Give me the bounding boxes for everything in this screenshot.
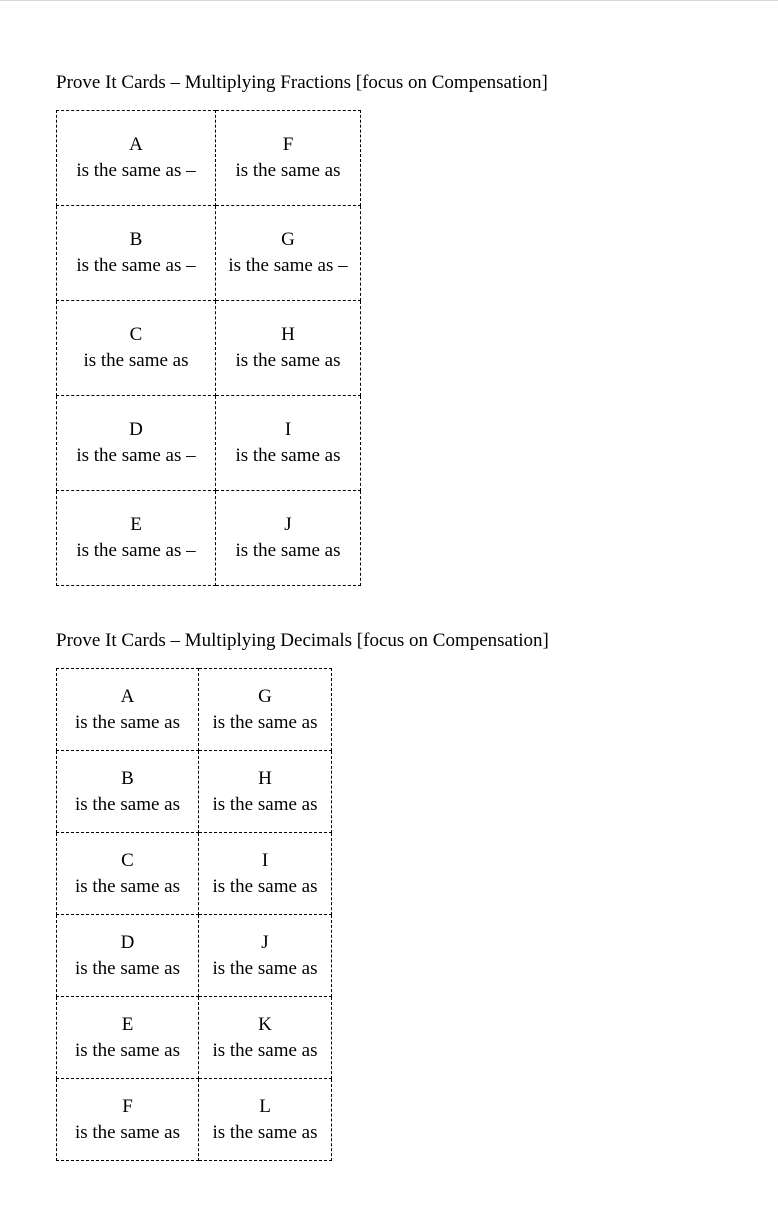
card-letter: B [121, 767, 134, 789]
prove-it-card [199, 1079, 332, 1161]
card-phrase: is the same as – [76, 160, 196, 181]
prove-it-card [199, 669, 332, 751]
card-row [57, 206, 361, 301]
card-phrase: is the same as [235, 540, 341, 561]
prove-it-card [57, 1079, 199, 1161]
card-phrase: is the same as [74, 957, 180, 979]
prove-it-card [199, 915, 332, 997]
prove-it-card [199, 833, 332, 915]
decimals-heading: Prove It Cards – Multiplying Decimals [focus on Compensation] [56, 630, 549, 651]
card-letter: H [258, 767, 272, 789]
prove-it-card [57, 111, 216, 206]
prove-it-card [216, 206, 361, 301]
card-letter: J [261, 931, 269, 953]
prove-it-card [57, 669, 199, 751]
card-letter: C [129, 324, 143, 345]
prove-it-card [57, 491, 216, 586]
prove-it-card [216, 396, 361, 491]
prove-it-card [199, 751, 332, 833]
card-phrase: is the same as [235, 350, 341, 371]
card-letter: A [120, 685, 135, 707]
prove-it-card [57, 751, 199, 833]
card-letter: L [259, 1095, 271, 1117]
card-phrase: is the same as [212, 1039, 318, 1061]
prove-it-card [57, 997, 199, 1079]
card-phrase: is the same as [74, 1039, 180, 1061]
card-phrase: is the same as – [76, 255, 196, 276]
card-phrase: is the same as – [76, 540, 196, 561]
card-phrase: is the same as – [228, 255, 348, 276]
card-phrase: is the same as [212, 1121, 318, 1143]
prove-it-card [216, 111, 361, 206]
card-phrase: is the same as [235, 160, 341, 181]
card-letter: D [129, 419, 143, 440]
prove-it-card [216, 491, 361, 586]
prove-it-card [57, 915, 199, 997]
card-phrase: is the same as – [76, 445, 196, 466]
fractions-card-grid [56, 110, 361, 586]
card-letter: B [129, 229, 143, 250]
decimals-card-grid [56, 668, 332, 1161]
card-row [57, 396, 361, 491]
prove-it-card [57, 833, 199, 915]
card-phrase: is the same as [212, 957, 318, 979]
top-border-line [0, 0, 778, 1]
card-phrase: is the same as [212, 875, 318, 897]
card-letter: I [284, 419, 292, 440]
card-phrase: is the same as [212, 711, 318, 733]
card-letter: E [130, 514, 142, 535]
card-letter: J [284, 514, 292, 535]
card-phrase: is the same as [74, 793, 180, 815]
card-letter: D [120, 931, 135, 953]
prove-it-card [57, 206, 216, 301]
card-row [57, 669, 332, 751]
prove-it-card [216, 301, 361, 396]
card-letter: K [258, 1013, 272, 1035]
card-phrase: is the same as [74, 875, 180, 897]
card-row [57, 751, 332, 833]
card-letter: F [122, 1095, 133, 1117]
card-phrase: is the same as [74, 1121, 180, 1143]
card-letter: E [121, 1013, 134, 1035]
card-letter: C [121, 849, 134, 871]
card-row [57, 997, 332, 1079]
card-row [57, 915, 332, 997]
fractions-heading: Prove It Cards – Multiplying Fractions [focus on Compensation] [56, 72, 548, 93]
prove-it-card [199, 997, 332, 1079]
card-letter: G [281, 229, 295, 250]
card-letter: I [261, 849, 269, 871]
card-phrase: is the same as [212, 793, 318, 815]
card-row [57, 111, 361, 206]
card-phrase: is the same as [83, 350, 189, 371]
card-letter: H [281, 324, 295, 345]
card-phrase: is the same as [235, 445, 341, 466]
prove-it-card [57, 396, 216, 491]
card-row [57, 491, 361, 586]
card-letter: F [282, 134, 294, 155]
decimals-card-rows [57, 669, 332, 1161]
card-row [57, 1079, 332, 1161]
card-letter: A [129, 134, 143, 155]
card-letter: G [258, 685, 272, 707]
card-phrase: is the same as [74, 711, 180, 733]
prove-it-card [57, 301, 216, 396]
fractions-card-rows [57, 111, 361, 586]
card-row [57, 833, 332, 915]
card-row [57, 301, 361, 396]
